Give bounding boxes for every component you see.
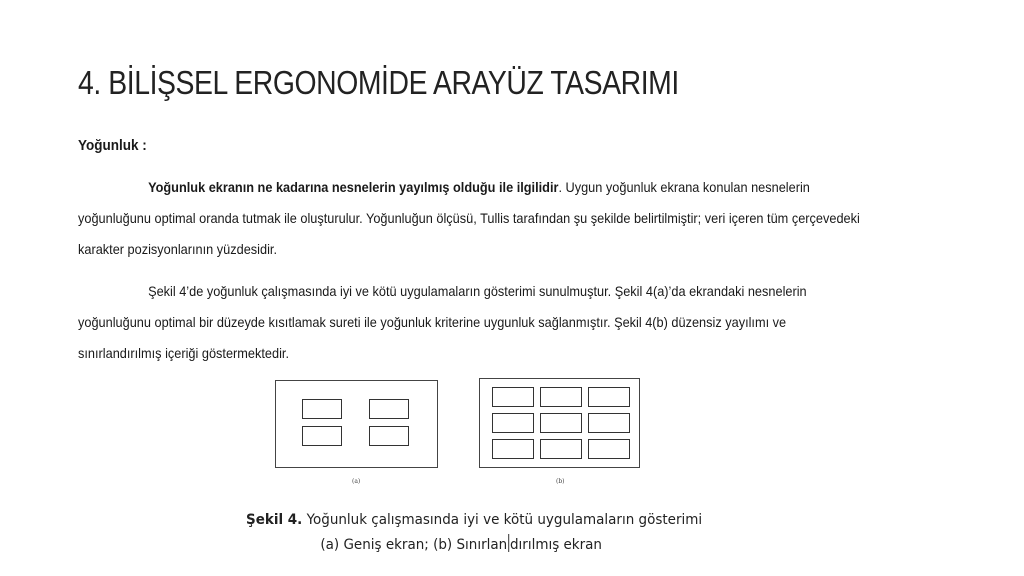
caption-text: Yoğunluk çalışmasında iyi ve kötü uygulamaların gösterimi: [302, 512, 703, 528]
screen-object-box: [588, 387, 630, 407]
paragraph-figure-description: [78, 276, 983, 369]
paragraph-line: yoğunluğunu optimal oranda tutmak ile oluşturulur. Yoğunluğun ölçüsü, Tullis tarafından şu şekilde belirtilmiştir; veri içeren tüm çerçevedeki: [78, 210, 860, 226]
paragraph-line: karakter pozisyonlarının yüzdesidir.: [78, 241, 277, 257]
section-subheading: Yoğunluk :: [78, 137, 147, 154]
screen-object-box: [540, 387, 582, 407]
screen-object-box: [369, 399, 409, 419]
figure-panel-b: [479, 378, 640, 468]
caption-line: [246, 512, 702, 528]
slide-title: 4. BİLİŞSEL ERGONOMİDE ARAYÜZ TASARIMI: [78, 64, 679, 101]
screen-object-box: [302, 399, 342, 419]
screen-object-box: [492, 413, 534, 433]
caption-label: Şekil 4.: [246, 512, 303, 528]
lead-rest-text: . Uygun yoğunluk ekrana konulan nesnelerin: [558, 179, 810, 195]
caption-subtext-start: (a) Geniş ekran; (b) Sınırlan: [320, 537, 508, 553]
screen-object-box: [588, 413, 630, 433]
text-cursor: [508, 534, 509, 552]
figure-caption: [246, 508, 702, 558]
screen-object-box: [492, 439, 534, 459]
figure-b-label: (b): [556, 478, 565, 485]
screen-object-box: [369, 426, 409, 446]
paragraph-density-definition: [78, 172, 983, 265]
figure-panel-a: [275, 380, 438, 468]
paragraph-line: sınırlandırılmış içeriği göstermektedir.: [78, 345, 289, 361]
figure-a-label: (a): [352, 478, 361, 485]
screen-object-box: [302, 426, 342, 446]
caption-subtext-end: dırılmış ekran: [509, 537, 602, 553]
screen-object-box: [588, 439, 630, 459]
screen-object-box: [540, 439, 582, 459]
caption-line: [246, 533, 702, 558]
paragraph-line: Şekil 4’de yoğunluk çalışmasında iyi ve kötü uygulamaların gösterimi sunulmuştur. Şekil 4(a)’da ekrandaki nesnelerin: [148, 283, 807, 299]
screen-object-box: [492, 387, 534, 407]
paragraph-line: [78, 172, 902, 203]
screen-object-box: [540, 413, 582, 433]
paragraph-line: yoğunluğunu optimal bir düzeyde kısıtlamak sureti ile yoğunluk kriterine uygunluk sağlanmıştır. Şekil 4(b) düzensiz yayılımı ve: [78, 314, 787, 330]
bold-lead-text: Yoğunluk ekranın ne kadarına nesnelerin yayılmış olduğu ile ilgilidir: [148, 179, 559, 195]
